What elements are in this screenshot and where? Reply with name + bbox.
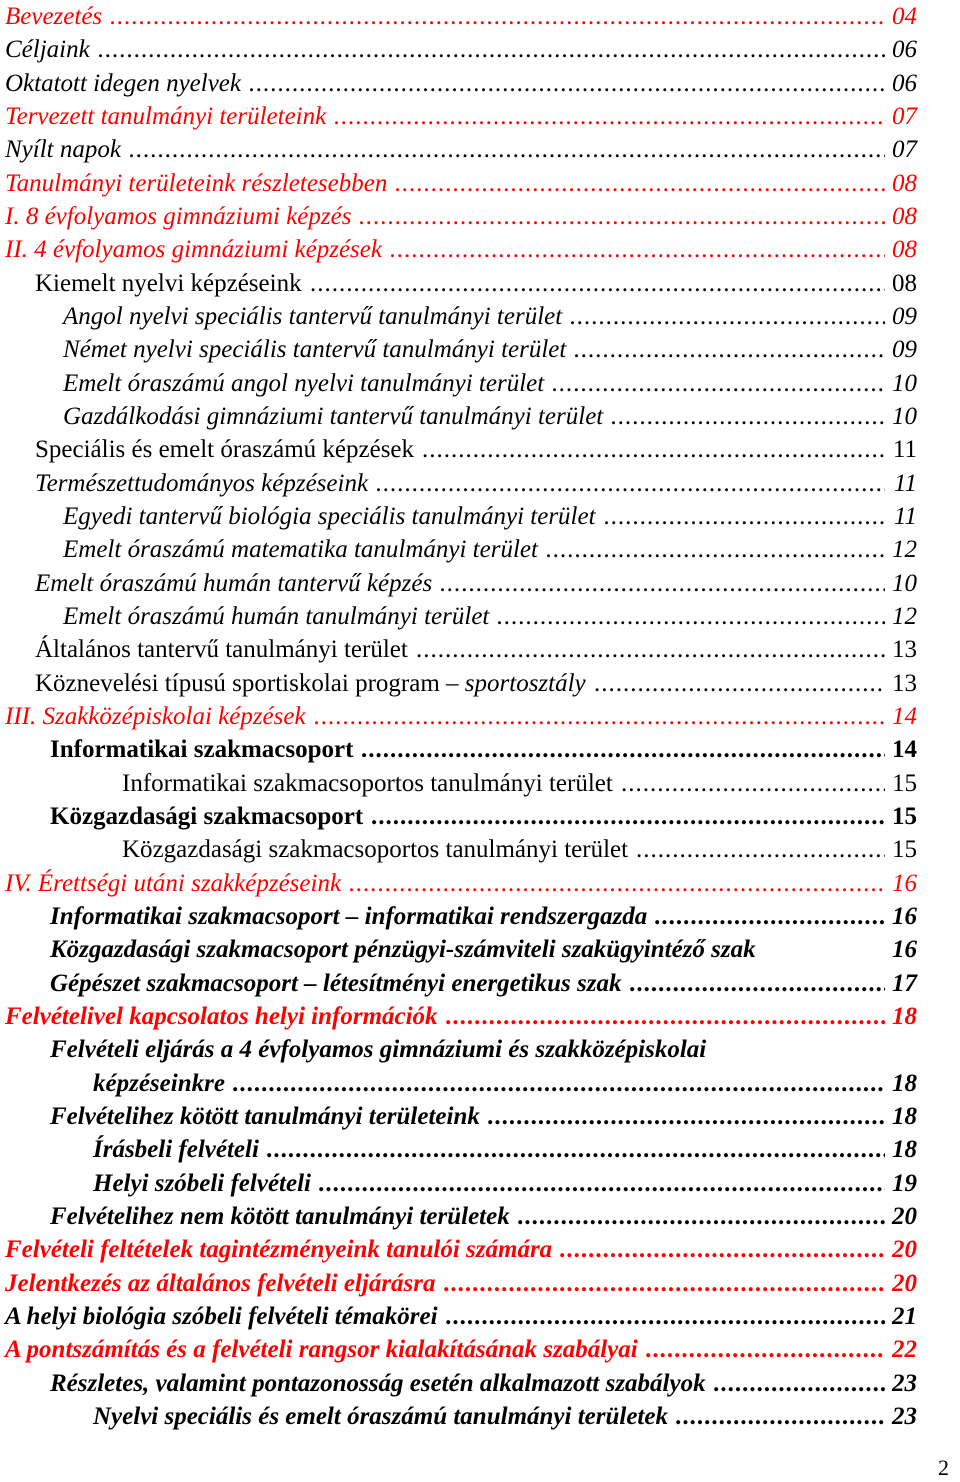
toc-leader-dots	[376, 467, 885, 500]
toc-entry-label	[63, 533, 538, 566]
toc-page-number: 18	[892, 1103, 917, 1130]
toc-leader-dots	[395, 167, 885, 200]
toc-leader-dots	[446, 1000, 885, 1033]
toc-entry-label	[5, 700, 306, 733]
toc-entry-text: Informatikai szakmacsoportos tanulmányi terület	[122, 770, 613, 797]
toc-entry-label	[63, 367, 544, 400]
toc-entry[interactable]	[0, 167, 917, 200]
toc-entry-text: Speciális és emelt óraszámú képzések	[35, 436, 415, 463]
toc-entry[interactable]	[0, 1267, 917, 1300]
toc-entry-label	[50, 1367, 706, 1400]
toc-leader-dots	[611, 400, 885, 433]
toc-entry[interactable]	[0, 900, 917, 933]
toc-entry[interactable]	[0, 1333, 917, 1366]
toc-page-number: 08	[892, 236, 917, 263]
toc-leader-dots	[676, 1400, 885, 1433]
toc-entry-text: Helyi szóbeli felvételi	[93, 1170, 311, 1197]
toc-page-number: 16	[892, 936, 917, 963]
toc-entry-label	[93, 1133, 259, 1166]
toc-leader-dots	[416, 633, 885, 666]
toc-entry-text: Felvételi feltételek tagintézményeink tanulói számára	[5, 1236, 553, 1263]
toc-entry[interactable]	[0, 667, 917, 700]
toc-entry[interactable]	[0, 1200, 917, 1233]
toc-leader-dots	[390, 233, 885, 266]
toc-page-number: 15	[892, 770, 917, 797]
toc-entry[interactable]	[0, 967, 917, 1000]
toc-page-number: 18	[892, 1136, 917, 1163]
toc-entry-label	[5, 133, 121, 166]
toc-leader-dots	[488, 1100, 885, 1133]
toc-leader-dots	[314, 700, 885, 733]
toc-page-number: 10	[892, 570, 917, 597]
toc-page-number: 08	[892, 203, 917, 230]
toc-entry[interactable]	[0, 833, 917, 866]
toc-leader-dots	[574, 333, 885, 366]
toc-entry-text: Egyedi tantervű biológia speciális tanulmányi terület	[63, 503, 596, 530]
toc-entry-text: I. 8 évfolyamos gimnáziumi képzés	[5, 203, 352, 230]
toc-entry[interactable]	[0, 1300, 917, 1333]
toc-leader-dots	[655, 900, 885, 933]
toc-entry-text: A pontszámítás és a felvételi rangsor kialakításának szabályai	[5, 1336, 638, 1363]
toc-entry[interactable]	[0, 633, 917, 666]
toc-entry[interactable]	[0, 100, 917, 133]
toc-page-number: 07	[892, 136, 917, 163]
toc-leader-dots	[233, 1067, 885, 1100]
toc-entry-label	[122, 833, 628, 866]
toc-entry-label	[5, 0, 102, 33]
toc-leader-dots	[310, 267, 885, 300]
toc-page-number: 13	[892, 636, 917, 663]
toc-leader-dots	[129, 133, 885, 166]
toc-entry-label	[50, 733, 353, 766]
toc-entry-label	[5, 33, 90, 66]
toc-leader-dots	[98, 33, 885, 66]
toc-entry[interactable]	[0, 1067, 917, 1100]
toc-entry-label	[50, 1200, 510, 1233]
toc-page-number: 06	[892, 36, 917, 63]
toc-entry-label	[93, 1400, 668, 1433]
toc-entry[interactable]	[0, 467, 917, 500]
toc-leader-dots	[371, 800, 885, 833]
toc-leader-dots	[604, 500, 885, 533]
toc-entry-text: II. 4 évfolyamos gimnáziumi képzések	[5, 236, 382, 263]
toc-page-number: 16	[892, 870, 917, 897]
toc-entry[interactable]	[0, 200, 917, 233]
toc-entry-label	[50, 967, 622, 1000]
toc-page-number: 12	[892, 603, 917, 630]
toc-entry-label	[5, 67, 241, 100]
toc-entry-label	[5, 167, 387, 200]
toc-entry-text-italic: sportosztály	[464, 670, 586, 697]
toc-page-number: 12	[892, 536, 917, 563]
toc-entry-text: Közgazdasági szakmacsoport	[50, 803, 364, 830]
toc-entry-label	[63, 400, 603, 433]
toc-leader-dots	[422, 433, 885, 466]
toc-page-number: 07	[892, 103, 917, 130]
toc-page-number: 18	[892, 1003, 917, 1030]
toc-page-number: 23	[892, 1403, 917, 1430]
toc-entry[interactable]	[0, 367, 917, 400]
toc-leader-dots	[497, 600, 885, 633]
toc-entry-label	[5, 1000, 438, 1033]
toc-entry-label	[5, 100, 326, 133]
toc-entry-text: Céljaink	[5, 36, 90, 63]
toc-entry[interactable]	[0, 133, 917, 166]
toc-leader-dots	[319, 1167, 885, 1200]
toc-entry[interactable]	[0, 400, 917, 433]
toc-leader-dots	[334, 100, 885, 133]
toc-entry-text: Köznevelési típusú sportiskolai program –	[35, 670, 465, 697]
toc-entry[interactable]	[0, 800, 917, 833]
toc-leader-dots	[249, 67, 885, 100]
toc-entry-label	[35, 667, 586, 700]
toc-entry-text: Felvételivel kapcsolatos helyi információk	[5, 1003, 438, 1030]
toc-entry-text: Felvételihez nem kötött tanulmányi területek	[50, 1203, 510, 1230]
toc-page-number: 15	[892, 803, 917, 830]
toc-entry-label: képzéseinkre	[93, 1070, 225, 1097]
toc-entry-label	[5, 1233, 552, 1266]
toc-entry-text: Írásbeli felvételi	[93, 1136, 259, 1163]
toc-entry-text: Emelt óraszámú humán tantervű képzés	[35, 570, 433, 597]
toc-entry[interactable]	[0, 567, 917, 600]
toc-entry-label	[50, 933, 756, 966]
toc-leader-dots	[646, 1333, 885, 1366]
toc-page-number: 10	[892, 370, 917, 397]
toc-page-number: 14	[892, 736, 917, 763]
toc-entry-label	[35, 433, 414, 466]
toc-entry-text: Közgazdasági szakmacsoport pénzügyi-számviteli szakügyintéző szak	[50, 936, 756, 963]
toc-entry-text: Részletes, valamint pontazonosság esetén alkalmazott szabályok	[50, 1370, 706, 1397]
toc-entry-text: III. Szakközépiskolai képzések	[5, 703, 306, 730]
toc-entry-label	[50, 1100, 480, 1133]
toc-page-number: 20	[892, 1270, 917, 1297]
toc-page-number: 15	[892, 836, 917, 863]
toc-leader-dots	[630, 967, 885, 1000]
toc-entry-text: Gazdálkodási gimnáziumi tantervű tanulmányi terület	[63, 403, 604, 430]
toc-entry-text: Angol nyelvi speciális tantervű tanulmányi terület	[63, 303, 563, 330]
toc-entry[interactable]	[0, 233, 917, 266]
toc-leader-dots	[446, 1300, 885, 1333]
toc-leader-dots	[560, 1233, 885, 1266]
toc-entry[interactable]	[0, 1133, 917, 1166]
toc-page-number: 08	[892, 270, 917, 297]
toc-leader-dots	[267, 1133, 885, 1166]
toc-entry-text: Informatikai szakmacsoport – informatikai rendszergazda	[50, 903, 648, 930]
toc-entry-label	[5, 1333, 638, 1366]
toc-entry-label	[35, 633, 408, 666]
toc-page-number: 21	[892, 1303, 917, 1330]
toc-entry-label	[63, 600, 489, 633]
toc-entry-text: Oktatott idegen nyelvek	[5, 70, 241, 97]
toc-entry-text: Emelt óraszámú humán tanulmányi terület	[63, 603, 490, 630]
toc-entry[interactable]	[0, 333, 917, 366]
toc-entry-label	[63, 300, 562, 333]
toc-leader-dots	[518, 1200, 885, 1233]
toc-entry[interactable]	[0, 733, 917, 766]
toc-entry[interactable]	[0, 67, 917, 100]
toc-page-number: 06	[892, 70, 917, 97]
toc-entry-label	[93, 1167, 311, 1200]
toc-leader-dots	[621, 767, 885, 800]
toc-page-number: 14	[892, 703, 917, 730]
toc-entry-text: Jelentkezés az általános felvételi eljárásra	[5, 1270, 436, 1297]
toc-page-number: 18	[892, 1070, 917, 1097]
toc-entry-text: Informatikai szakmacsoport	[50, 736, 354, 763]
toc-entry[interactable]	[0, 0, 917, 33]
toc-leader-dots	[594, 667, 885, 700]
toc-entry[interactable]	[0, 933, 917, 966]
toc-entry-text: Nyelvi speciális és emelt óraszámú tanulmányi területek	[93, 1403, 668, 1430]
toc-page-number: 17	[892, 970, 917, 997]
toc-page-number: 11	[893, 503, 917, 530]
toc-entry[interactable]	[0, 33, 917, 66]
toc-entry-label	[63, 500, 596, 533]
toc-entry-label	[5, 200, 351, 233]
toc-entry[interactable]	[0, 1100, 917, 1133]
toc-entry[interactable]	[0, 533, 917, 566]
toc-page-number: 11	[892, 436, 917, 463]
toc-leader-dots	[349, 867, 885, 900]
toc-entry-label: Felvételi eljárás a 4 évfolyamos gimnáziumi és szakközépiskolai	[50, 1036, 707, 1063]
toc-entry-label	[35, 567, 432, 600]
toc-entry-label	[50, 900, 647, 933]
toc-entry-text: A helyi biológia szóbeli felvételi témakörei	[5, 1303, 438, 1330]
toc-leader-dots	[361, 733, 885, 766]
toc-leader-dots	[570, 300, 885, 333]
toc-leader-dots	[552, 367, 885, 400]
toc-page-number: 10	[892, 403, 917, 430]
toc-page-number: 11	[893, 470, 917, 497]
toc-entry-text: Emelt óraszámú angol nyelvi tanulmányi terület	[63, 370, 545, 397]
toc-entry-text: Tervezett tanulmányi területeink	[5, 103, 327, 130]
toc-leader-dots	[636, 833, 885, 866]
toc-entry-label	[35, 267, 302, 300]
toc-entry-text: Felvételihez kötött tanulmányi területeink	[50, 1103, 480, 1130]
page-number: 2	[938, 1455, 949, 1480]
toc-entry[interactable]	[0, 1400, 917, 1433]
toc-entry[interactable]	[0, 767, 917, 800]
toc-entry-text: Gépészet szakmacsoport – létesítményi energetikus szak	[50, 970, 622, 997]
toc-leader-dots	[714, 1367, 885, 1400]
toc-entry[interactable]	[0, 867, 917, 900]
toc-page-number: 23	[892, 1370, 917, 1397]
toc-entry[interactable]	[0, 700, 917, 733]
toc-entry-text: Természettudományos képzéseink	[35, 470, 369, 497]
toc-entry-label	[122, 767, 613, 800]
toc-page-number: 20	[892, 1236, 917, 1263]
toc-entry-label	[5, 1300, 438, 1333]
toc-page-number: 20	[892, 1203, 917, 1230]
toc-entry-text: Bevezetés	[5, 3, 103, 30]
toc-entry-label	[50, 800, 363, 833]
toc-page-number: 09	[892, 336, 917, 363]
toc-entry[interactable]	[0, 1167, 917, 1200]
toc-page-number: 09	[892, 303, 917, 330]
toc-entry-text: Általános tantervű tanulmányi terület	[35, 636, 408, 663]
toc-entry-text: Tanulmányi területeink részletesebben	[5, 170, 388, 197]
toc-entry-text: Közgazdasági szakmacsoportos tanulmányi terület	[122, 836, 629, 863]
toc-leader-dots	[546, 533, 885, 566]
toc-entry[interactable]	[0, 1367, 917, 1400]
toc-page-number: 13	[892, 670, 917, 697]
toc-entry-text: Nyílt napok	[5, 136, 121, 163]
toc-entry-label	[63, 333, 566, 366]
toc-page-number: 22	[892, 1336, 917, 1363]
toc-entry-label	[5, 867, 341, 900]
toc-page-number: 04	[892, 3, 917, 30]
toc-entry-label	[5, 233, 382, 266]
toc-entry[interactable]	[0, 1000, 917, 1033]
toc-page-number: 08	[892, 170, 917, 197]
toc-entry[interactable]	[0, 1233, 917, 1266]
toc-leader-dots	[110, 0, 885, 33]
toc-entry[interactable]	[0, 300, 917, 333]
toc-entry-text: Kiemelt nyelvi képzéseink	[35, 270, 302, 297]
toc-entry-label	[5, 1267, 436, 1300]
toc-entry-text: IV. Érettségi utáni szakképzéseink	[5, 870, 342, 897]
toc-entry[interactable]	[0, 500, 917, 533]
toc-entry[interactable]	[0, 600, 917, 633]
toc-leader-dots	[444, 1267, 885, 1300]
toc-leader-dots	[359, 200, 885, 233]
toc-entry-label	[35, 467, 368, 500]
toc-page-number: 19	[892, 1170, 917, 1197]
toc-entry-text: Emelt óraszámú matematika tanulmányi terület	[63, 536, 538, 563]
toc-entry-text: Német nyelvi speciális tantervű tanulmányi terület	[63, 336, 567, 363]
toc-page-number: 16	[892, 903, 917, 930]
toc-entry[interactable]	[0, 267, 917, 300]
toc-entry[interactable]	[0, 433, 917, 466]
toc-leader-dots	[440, 567, 885, 600]
